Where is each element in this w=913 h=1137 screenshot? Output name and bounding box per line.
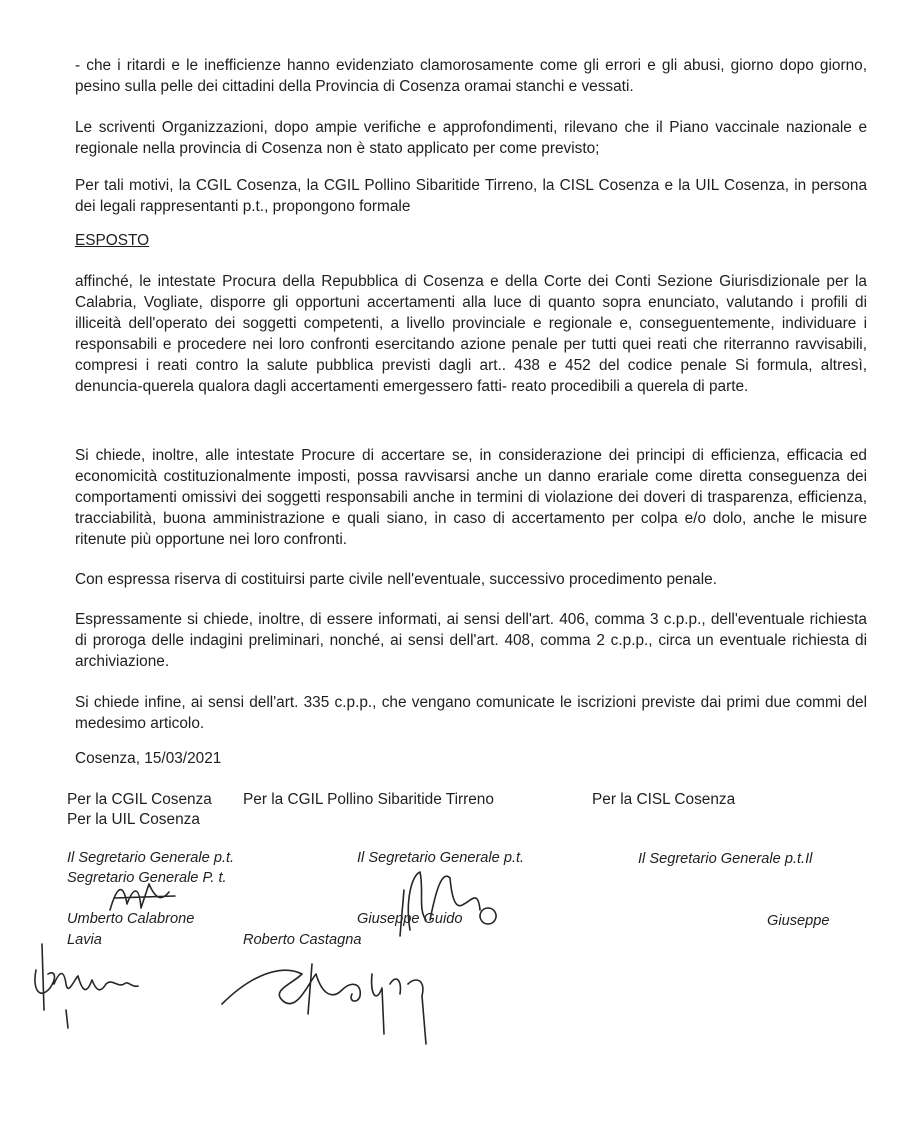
signature-calabrone bbox=[105, 878, 185, 918]
paragraph-danno-erariale: Si chiede, inoltre, alle intestate Procure di accertare se, in considerazione dei principi di efficienza, efficacia ed economicità costituzionalmente imposti, possa ravvisarsi anche un danno erariale come diretta conseguenza dei comportamenti omissivi dei soggetti responsabili anche in termini di violazione dei doveri di trasparenza, efficienza, tracciabilità, buona amministrazione e quali siano, in caso di accertamento per colpa e/o dolo, anche le misure ritenute più opportune nei loro confronti. bbox=[75, 447, 867, 548]
paragraph-iscrizioni: Si chiede infine, ai sensi dell'art. 335 c.p.p., che vengano comunicate le iscrizioni previste dai primi due commi del medesimo articolo. bbox=[75, 694, 867, 732]
org-cgil-cosenza: Per la CGIL Cosenza bbox=[67, 791, 212, 808]
signature-castagna bbox=[212, 944, 452, 1054]
paragraph-piano-vaccinale: Le scriventi Organizzazioni, dopo ampie verifiche e approfondimenti, rilevano che il Piano vaccinale nazionale e regionale nella provincia di Cosenza non è stato applicato per come previsto; bbox=[75, 119, 867, 157]
paragraph-riserva: Con espressa riserva di costituirsi parte civile nell'eventuale, successivo procedimento penale. bbox=[75, 571, 717, 588]
signatory-name-giuseppe: Giuseppe bbox=[767, 913, 830, 929]
signature-guido bbox=[360, 860, 510, 940]
signatory-name-lavia: Lavia bbox=[67, 932, 102, 948]
signatory-name-guido: Giuseppe Guido bbox=[357, 911, 463, 927]
signatory-name-castagna: Roberto Castagna bbox=[243, 932, 362, 948]
esposto-title: ESPOSTO bbox=[75, 232, 150, 249]
org-uil-cosenza: Per la UIL Cosenza bbox=[67, 811, 200, 828]
signatory-title-3: Il Segretario Generale p.t.Il bbox=[638, 851, 813, 867]
paragraph-ritardi: - che i ritardi e le inefficienze hanno evidenziato clamorosamente come gli errori e gli abusi, giorno dopo giorno, pesino sulla pelle dei cittadini della Provincia di Cosenza oramai stanchi e vessati. bbox=[75, 57, 867, 95]
signatory-title-1: Il Segretario Generale p.t. bbox=[67, 850, 235, 866]
date-line: Cosenza, 15/03/2021 bbox=[75, 750, 222, 767]
org-cisl-cosenza: Per la CISL Cosenza bbox=[592, 791, 736, 808]
paragraph-proroga: Espressamente si chiede, inoltre, di essere informati, ai sensi dell'art. 406, comma 3 c.p.p., dell'eventuale richiesta di proroga delle indagini preliminari, nonché, ai sensi dell'art. 408, comma 2 c.p.p., circa un eventuale richiesta di archiviazione. bbox=[75, 611, 867, 670]
signature-lavia bbox=[28, 940, 158, 1030]
signatory-name-calabrone: Umberto Calabrone bbox=[67, 911, 195, 927]
signatory-title-2: Il Segretario Generale p.t. bbox=[357, 850, 525, 866]
signatory-title-4: Segretario Generale P. t. bbox=[67, 870, 227, 886]
paragraph-affinche: affinché, le intestate Procura della Repubblica di Cosenza e della Corte dei Conti Sezione Giurisdizionale per la Calabria, Vogliate, disporre gli opportuni accertamenti alla luce di quanto sopra enunciato, valutando i profili di illiceità dell'operato dei soggetti competenti, a livello provinciale e regionale e, conseguentemente, individuare i responsabili e procedere nei loro confronti esercitando azione penale per tutti quei reati che riterranno ravvisabili, compresi i reati contro la salute pubblica previsti dagli art.. 438 e 452 del codice penale Si formula, altresì, denuncia-querela qualora dagli accertamenti emergessero fatti- reato procedibili a querela di parte. bbox=[75, 273, 867, 395]
org-cgil-pollino: Per la CGIL Pollino Sibaritide Tirreno bbox=[243, 791, 494, 808]
paragraph-per-tali-motivi: Per tali motivi, la CGIL Cosenza, la CGIL Pollino Sibaritide Tirreno, la CISL Cosenza e la UIL Cosenza, in persona dei legali rappresentanti p.t., propongono formale bbox=[75, 177, 867, 215]
